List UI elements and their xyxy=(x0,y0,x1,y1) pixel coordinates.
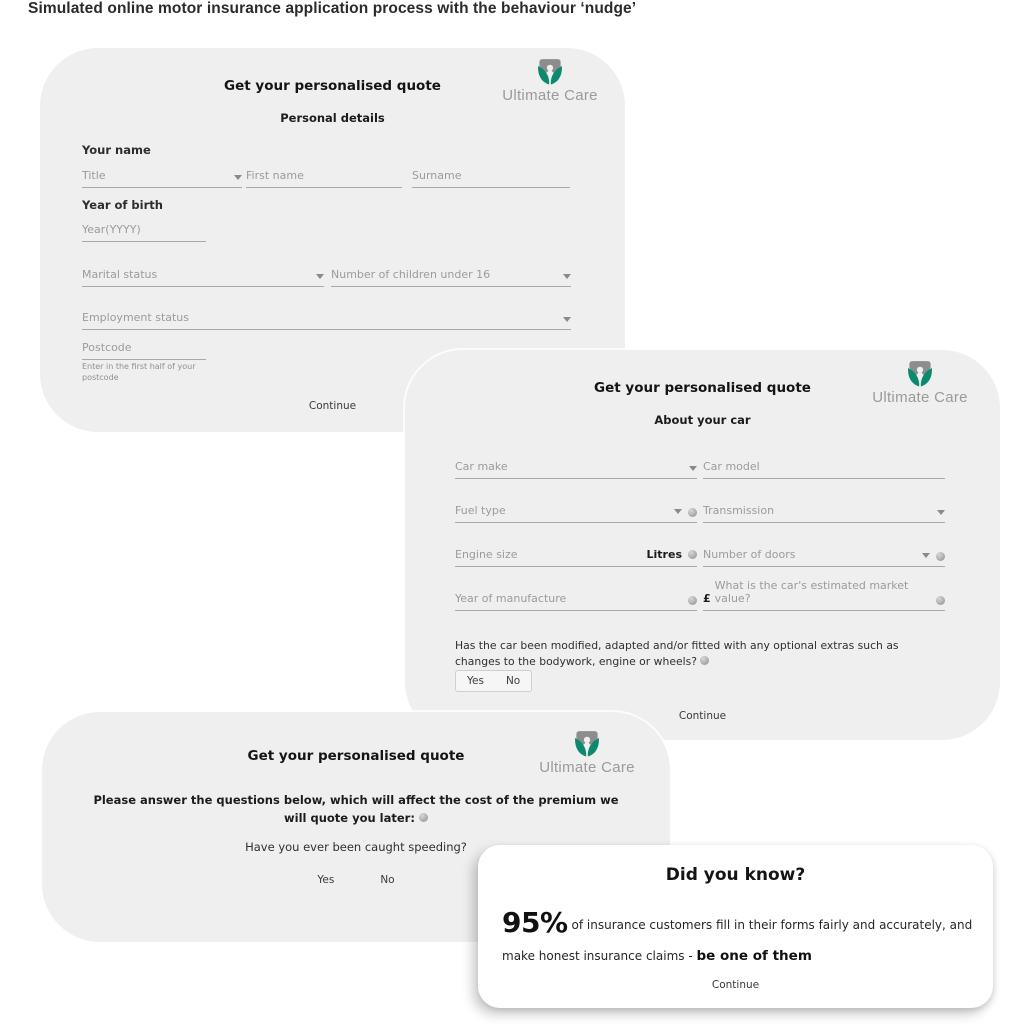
engine-size-input[interactable] xyxy=(455,544,697,567)
info-icon[interactable] xyxy=(700,656,709,665)
panel-subtitle: About your car xyxy=(654,413,751,427)
info-icon[interactable] xyxy=(688,596,697,605)
postcode-hint: Enter in the first half of your postcode xyxy=(82,362,196,382)
transmission-placeholder: Transmission xyxy=(703,504,775,517)
panel-title: Get your personalised quote xyxy=(224,78,441,94)
panel-subtitle: Personal details xyxy=(280,111,385,125)
employment-placeholder: Employment status xyxy=(82,311,190,324)
year-of-manufacture-placeholder: Year of manufacture xyxy=(455,592,567,605)
postcode-placeholder: Postcode xyxy=(82,341,132,354)
panel-about-your-car xyxy=(405,350,1000,740)
ultimate-care-logo-icon xyxy=(905,358,935,388)
marital-status-placeholder: Marital status xyxy=(82,268,158,281)
did-you-know-card xyxy=(478,845,993,1008)
car-make-select[interactable] xyxy=(455,456,697,479)
car-make-placeholder: Car make xyxy=(455,460,508,473)
surname-input[interactable] xyxy=(412,165,570,188)
fuel-type-placeholder: Fuel type xyxy=(455,504,506,517)
market-value-input[interactable] xyxy=(703,579,945,611)
first-name-input[interactable] xyxy=(246,165,402,188)
brand-name: Ultimate Care xyxy=(872,389,968,406)
children-under-16-select[interactable] xyxy=(331,264,571,287)
panel-title: Get your personalised quote xyxy=(594,380,811,396)
number-of-doors-select[interactable] xyxy=(703,544,945,567)
chevron-down-icon xyxy=(563,317,571,322)
doors-placeholder: Number of doors xyxy=(703,548,796,561)
page-title: Simulated online motor insurance application process with the behaviour ‘nudge’ xyxy=(28,0,637,17)
brand-name: Ultimate Care xyxy=(539,759,635,776)
year-of-manufacture-input[interactable] xyxy=(455,588,697,611)
chevron-down-icon xyxy=(937,510,945,515)
yes-button[interactable]: Yes xyxy=(317,874,335,886)
brand-name: Ultimate Care xyxy=(502,87,598,104)
premium-intro-text: Please answer the questions below, which will affect the cost of the premium we will quote you later: xyxy=(93,793,619,825)
modified-question-text: Has the car been modified, adapted and/or fitted with any optional extras such as changes to the bodywork, engine or wheels? xyxy=(455,639,899,669)
first-name-placeholder: First name xyxy=(246,169,304,182)
currency-symbol: £ xyxy=(703,592,711,605)
car-model-input[interactable] xyxy=(703,456,945,479)
ultimate-care-logo xyxy=(517,728,657,776)
transmission-select[interactable] xyxy=(703,500,945,523)
chevron-down-icon xyxy=(674,509,682,514)
info-icon[interactable] xyxy=(419,813,428,822)
title-select[interactable] xyxy=(82,165,242,188)
chevron-down-icon xyxy=(563,274,571,279)
ultimate-care-logo xyxy=(480,56,620,104)
marital-status-select[interactable] xyxy=(82,264,324,287)
market-value-placeholder: What is the car's estimated market value? xyxy=(714,579,909,605)
chevron-down-icon xyxy=(234,175,242,180)
ultimate-care-logo xyxy=(850,358,990,406)
car-model-placeholder: Car model xyxy=(703,460,760,473)
nudge-text-bold: be one of them xyxy=(696,947,812,964)
year-of-birth-input[interactable] xyxy=(82,219,206,242)
continue-button[interactable]: Continue xyxy=(308,400,357,412)
info-icon[interactable] xyxy=(688,550,697,559)
employment-status-select[interactable] xyxy=(82,307,571,330)
engine-size-placeholder: Engine size xyxy=(455,548,518,561)
info-icon[interactable] xyxy=(688,508,697,517)
surname-placeholder: Surname xyxy=(412,169,462,182)
modified-question xyxy=(455,638,947,670)
engine-size-unit: Litres xyxy=(646,548,682,561)
no-button[interactable]: No xyxy=(380,874,395,886)
premium-intro xyxy=(92,792,620,828)
info-icon[interactable] xyxy=(936,596,945,605)
yes-button[interactable]: Yes xyxy=(467,675,484,687)
year-placeholder: Year(YYYY) xyxy=(82,223,141,236)
chevron-down-icon xyxy=(689,466,697,471)
fuel-type-select[interactable] xyxy=(455,500,697,523)
children-placeholder: Number of children under 16 xyxy=(331,268,491,281)
nudge-statement xyxy=(502,901,975,967)
card-title: Did you know? xyxy=(665,865,806,885)
postcode-input[interactable] xyxy=(82,337,206,360)
ultimate-care-logo-icon xyxy=(572,728,602,758)
chevron-down-icon xyxy=(316,274,324,279)
year-of-birth-label: Year of birth xyxy=(82,198,163,212)
title-placeholder: Title xyxy=(82,169,106,182)
modified-yes-no-group xyxy=(455,670,532,692)
your-name-label: Your name xyxy=(82,143,151,157)
info-icon[interactable] xyxy=(936,552,945,561)
panel-title: Get your personalised quote xyxy=(247,748,465,764)
continue-button[interactable]: Continue xyxy=(678,710,727,722)
speeding-question: Have you ever been caught speeding? xyxy=(245,840,467,854)
ultimate-care-logo-icon xyxy=(535,56,565,86)
nudge-stat: 95% xyxy=(502,906,568,939)
no-button[interactable]: No xyxy=(505,675,521,687)
nudge-text-regular: of insurance customers fill in their forms fairly and accurately, and make honest insurance claims - xyxy=(502,918,973,963)
continue-button[interactable]: Continue xyxy=(711,979,760,991)
chevron-down-icon xyxy=(922,553,930,558)
